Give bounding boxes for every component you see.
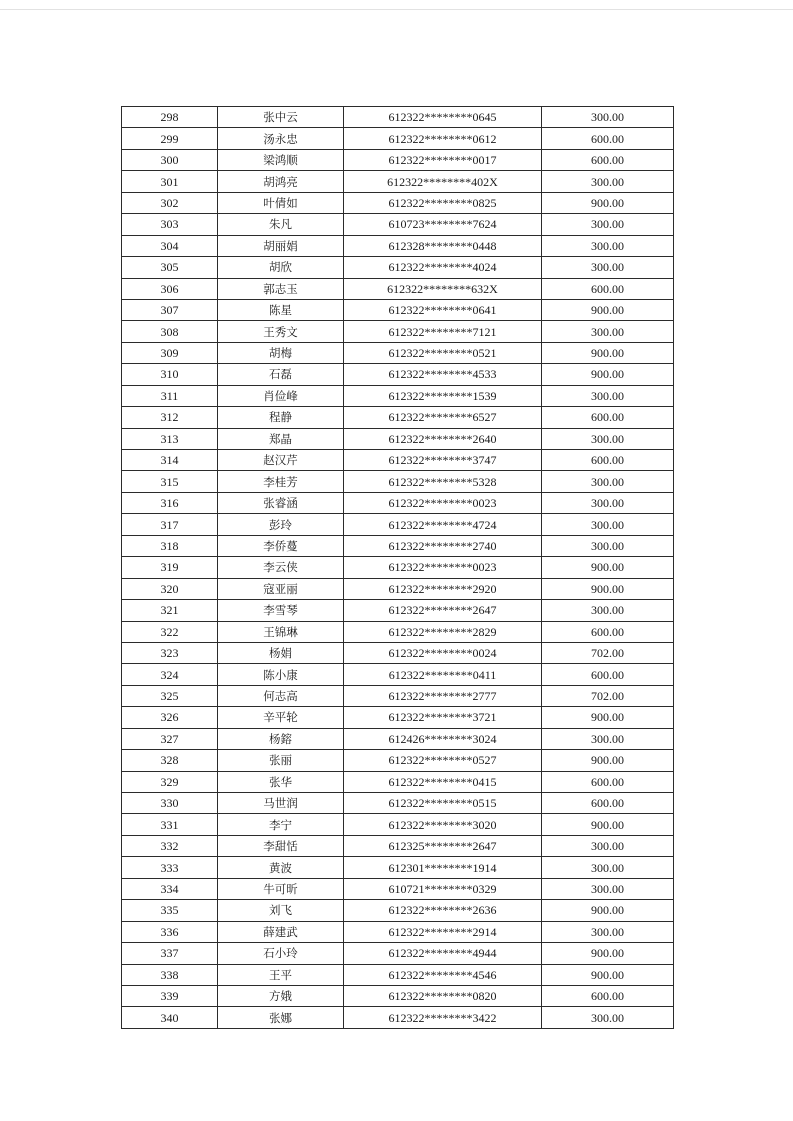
row-number-cell: 303 [122, 214, 218, 235]
amount-cell: 300.00 [542, 492, 674, 513]
id-number-cell: 612322********0515 [344, 793, 542, 814]
amount-cell: 900.00 [542, 964, 674, 985]
name-cell: 黄波 [218, 857, 344, 878]
amount-cell: 900.00 [542, 900, 674, 921]
amount-cell: 300.00 [542, 857, 674, 878]
id-number-cell: 612322********0024 [344, 642, 542, 663]
table-row [122, 771, 674, 792]
amount-cell: 300.00 [542, 921, 674, 942]
row-number-cell: 339 [122, 985, 218, 1006]
id-number-cell: 612322********0415 [344, 771, 542, 792]
name-cell: 薛建武 [218, 921, 344, 942]
amount-cell: 300.00 [542, 728, 674, 749]
row-number-cell: 340 [122, 1007, 218, 1028]
name-cell: 朱凡 [218, 214, 344, 235]
amount-cell: 300.00 [542, 235, 674, 256]
row-number-cell: 327 [122, 728, 218, 749]
table-row [122, 278, 674, 299]
name-cell: 寇亚丽 [218, 578, 344, 599]
row-number-cell: 313 [122, 428, 218, 449]
name-cell: 郑晶 [218, 428, 344, 449]
table-row [122, 321, 674, 342]
id-number-cell: 612322********2647 [344, 600, 542, 621]
row-number-cell: 338 [122, 964, 218, 985]
id-number-cell: 612322********3721 [344, 707, 542, 728]
row-number-cell: 310 [122, 364, 218, 385]
name-cell: 胡梅 [218, 342, 344, 363]
table-row [122, 385, 674, 406]
amount-cell: 300.00 [542, 471, 674, 492]
id-number-cell: 612322********2914 [344, 921, 542, 942]
amount-cell: 600.00 [542, 149, 674, 170]
name-cell: 程静 [218, 407, 344, 428]
name-cell: 方娥 [218, 985, 344, 1006]
row-number-cell: 298 [122, 107, 218, 128]
name-cell: 张华 [218, 771, 344, 792]
row-number-cell: 334 [122, 878, 218, 899]
row-number-cell: 314 [122, 450, 218, 471]
row-number-cell: 311 [122, 385, 218, 406]
row-number-cell: 323 [122, 642, 218, 663]
id-number-cell: 612301********1914 [344, 857, 542, 878]
table-row [122, 921, 674, 942]
table-row [122, 793, 674, 814]
name-cell: 胡丽娟 [218, 235, 344, 256]
row-number-cell: 316 [122, 492, 218, 513]
amount-cell: 900.00 [542, 707, 674, 728]
amount-cell: 600.00 [542, 664, 674, 685]
row-number-cell: 332 [122, 835, 218, 856]
name-cell: 马世润 [218, 793, 344, 814]
table-row [122, 235, 674, 256]
amount-cell: 600.00 [542, 621, 674, 642]
table-row [122, 642, 674, 663]
table-row [122, 750, 674, 771]
amount-cell: 300.00 [542, 535, 674, 556]
row-number-cell: 319 [122, 557, 218, 578]
amount-cell: 300.00 [542, 878, 674, 899]
name-cell: 辛平轮 [218, 707, 344, 728]
table-row [122, 621, 674, 642]
id-number-cell: 612322********0411 [344, 664, 542, 685]
amount-cell: 300.00 [542, 214, 674, 235]
table-row [122, 171, 674, 192]
table-row [122, 685, 674, 706]
name-cell: 陈星 [218, 299, 344, 320]
row-number-cell: 308 [122, 321, 218, 342]
row-number-cell: 301 [122, 171, 218, 192]
table-row [122, 428, 674, 449]
table-row [122, 192, 674, 213]
table-row [122, 1007, 674, 1028]
table-row [122, 664, 674, 685]
table-row [122, 149, 674, 170]
name-cell: 王平 [218, 964, 344, 985]
table-row [122, 578, 674, 599]
id-number-cell: 612322********4944 [344, 943, 542, 964]
table-row [122, 964, 674, 985]
table-row [122, 728, 674, 749]
row-number-cell: 330 [122, 793, 218, 814]
subsidy-list-table [121, 106, 674, 1029]
name-cell: 张中云 [218, 107, 344, 128]
amount-cell: 702.00 [542, 642, 674, 663]
row-number-cell: 321 [122, 600, 218, 621]
row-number-cell: 299 [122, 128, 218, 149]
name-cell: 彭玲 [218, 514, 344, 535]
id-number-cell: 612322********4724 [344, 514, 542, 535]
table-row [122, 600, 674, 621]
amount-cell: 300.00 [542, 257, 674, 278]
id-number-cell: 612322********2636 [344, 900, 542, 921]
name-cell: 李侨蔓 [218, 535, 344, 556]
id-number-cell: 612322********632X [344, 278, 542, 299]
table-row [122, 878, 674, 899]
row-number-cell: 331 [122, 814, 218, 835]
table-row [122, 707, 674, 728]
amount-cell: 600.00 [542, 407, 674, 428]
row-number-cell: 304 [122, 235, 218, 256]
row-number-cell: 324 [122, 664, 218, 685]
id-number-cell: 612426********3024 [344, 728, 542, 749]
amount-cell: 600.00 [542, 771, 674, 792]
row-number-cell: 329 [122, 771, 218, 792]
amount-cell: 600.00 [542, 128, 674, 149]
amount-cell: 900.00 [542, 578, 674, 599]
amount-cell: 900.00 [542, 557, 674, 578]
table-row [122, 342, 674, 363]
id-number-cell: 612322********2740 [344, 535, 542, 556]
amount-cell: 600.00 [542, 450, 674, 471]
name-cell: 李宁 [218, 814, 344, 835]
amount-cell: 300.00 [542, 428, 674, 449]
amount-cell: 600.00 [542, 985, 674, 1006]
id-number-cell: 610721********0329 [344, 878, 542, 899]
amount-cell: 600.00 [542, 278, 674, 299]
name-cell: 郭志玉 [218, 278, 344, 299]
table-row [122, 407, 674, 428]
id-number-cell: 612328********0448 [344, 235, 542, 256]
row-number-cell: 337 [122, 943, 218, 964]
id-number-cell: 612322********2920 [344, 578, 542, 599]
id-number-cell: 612322********0820 [344, 985, 542, 1006]
row-number-cell: 336 [122, 921, 218, 942]
row-number-cell: 335 [122, 900, 218, 921]
row-number-cell: 322 [122, 621, 218, 642]
name-cell: 王秀文 [218, 321, 344, 342]
id-number-cell: 612322********0645 [344, 107, 542, 128]
name-cell: 张娜 [218, 1007, 344, 1028]
name-cell: 王锦琳 [218, 621, 344, 642]
amount-cell: 300.00 [542, 835, 674, 856]
table-row [122, 257, 674, 278]
amount-cell: 300.00 [542, 171, 674, 192]
table-row [122, 107, 674, 128]
row-number-cell: 320 [122, 578, 218, 599]
name-cell: 李云侠 [218, 557, 344, 578]
name-cell: 李雪琴 [218, 600, 344, 621]
amount-cell: 900.00 [542, 342, 674, 363]
table-row [122, 128, 674, 149]
table-row [122, 814, 674, 835]
amount-cell: 900.00 [542, 192, 674, 213]
id-number-cell: 612322********0017 [344, 149, 542, 170]
name-cell: 胡欣 [218, 257, 344, 278]
table-row [122, 557, 674, 578]
id-number-cell: 612322********3747 [344, 450, 542, 471]
row-number-cell: 300 [122, 149, 218, 170]
amount-cell: 300.00 [542, 385, 674, 406]
table-row [122, 450, 674, 471]
name-cell: 张丽 [218, 750, 344, 771]
amount-cell: 300.00 [542, 107, 674, 128]
id-number-cell: 612322********0612 [344, 128, 542, 149]
name-cell: 张睿涵 [218, 492, 344, 513]
table-row [122, 900, 674, 921]
id-number-cell: 612322********0641 [344, 299, 542, 320]
amount-cell: 300.00 [542, 1007, 674, 1028]
amount-cell: 900.00 [542, 750, 674, 771]
id-number-cell: 612322********0023 [344, 557, 542, 578]
amount-cell: 702.00 [542, 685, 674, 706]
name-cell: 胡鸿亮 [218, 171, 344, 192]
id-number-cell: 612322********3422 [344, 1007, 542, 1028]
row-number-cell: 315 [122, 471, 218, 492]
row-number-cell: 312 [122, 407, 218, 428]
id-number-cell: 612322********2777 [344, 685, 542, 706]
table-row [122, 857, 674, 878]
row-number-cell: 302 [122, 192, 218, 213]
id-number-cell: 612322********0825 [344, 192, 542, 213]
id-number-cell: 612322********2829 [344, 621, 542, 642]
amount-cell: 300.00 [542, 600, 674, 621]
name-cell: 石小玲 [218, 943, 344, 964]
table-row [122, 943, 674, 964]
table-row [122, 364, 674, 385]
row-number-cell: 328 [122, 750, 218, 771]
name-cell: 牛可昕 [218, 878, 344, 899]
table-row [122, 985, 674, 1006]
row-number-cell: 325 [122, 685, 218, 706]
name-cell: 何志高 [218, 685, 344, 706]
row-number-cell: 333 [122, 857, 218, 878]
amount-cell: 900.00 [542, 814, 674, 835]
name-cell: 汤永忠 [218, 128, 344, 149]
name-cell: 肖俭峰 [218, 385, 344, 406]
amount-cell: 300.00 [542, 514, 674, 535]
table-row [122, 535, 674, 556]
table-row [122, 299, 674, 320]
amount-cell: 900.00 [542, 364, 674, 385]
id-number-cell: 610723********7624 [344, 214, 542, 235]
name-cell: 李甜恬 [218, 835, 344, 856]
row-number-cell: 326 [122, 707, 218, 728]
amount-cell: 300.00 [542, 321, 674, 342]
id-number-cell: 612322********0527 [344, 750, 542, 771]
name-cell: 赵汉芹 [218, 450, 344, 471]
name-cell: 李桂芳 [218, 471, 344, 492]
row-number-cell: 306 [122, 278, 218, 299]
table-row [122, 835, 674, 856]
id-number-cell: 612322********5328 [344, 471, 542, 492]
id-number-cell: 612322********4024 [344, 257, 542, 278]
row-number-cell: 307 [122, 299, 218, 320]
name-cell: 杨娟 [218, 642, 344, 663]
scan-top-edge [0, 9, 793, 10]
table-row [122, 492, 674, 513]
name-cell: 刘飞 [218, 900, 344, 921]
id-number-cell: 612322********2640 [344, 428, 542, 449]
id-number-cell: 612322********3020 [344, 814, 542, 835]
table-row [122, 514, 674, 535]
table-body [122, 107, 674, 1029]
amount-cell: 600.00 [542, 793, 674, 814]
amount-cell: 900.00 [542, 299, 674, 320]
row-number-cell: 317 [122, 514, 218, 535]
name-cell: 杨鎔 [218, 728, 344, 749]
id-number-cell: 612322********6527 [344, 407, 542, 428]
row-number-cell: 309 [122, 342, 218, 363]
name-cell: 陈小康 [218, 664, 344, 685]
table-row [122, 214, 674, 235]
id-number-cell: 612322********4533 [344, 364, 542, 385]
row-number-cell: 305 [122, 257, 218, 278]
name-cell: 梁鸿顺 [218, 149, 344, 170]
id-number-cell: 612322********0521 [344, 342, 542, 363]
id-number-cell: 612322********1539 [344, 385, 542, 406]
amount-cell: 900.00 [542, 943, 674, 964]
id-number-cell: 612322********4546 [344, 964, 542, 985]
table-row [122, 471, 674, 492]
id-number-cell: 612322********0023 [344, 492, 542, 513]
name-cell: 石磊 [218, 364, 344, 385]
id-number-cell: 612322********7121 [344, 321, 542, 342]
id-number-cell: 612325********2647 [344, 835, 542, 856]
name-cell: 叶倩如 [218, 192, 344, 213]
document-page [121, 106, 673, 1029]
id-number-cell: 612322********402X [344, 171, 542, 192]
row-number-cell: 318 [122, 535, 218, 556]
